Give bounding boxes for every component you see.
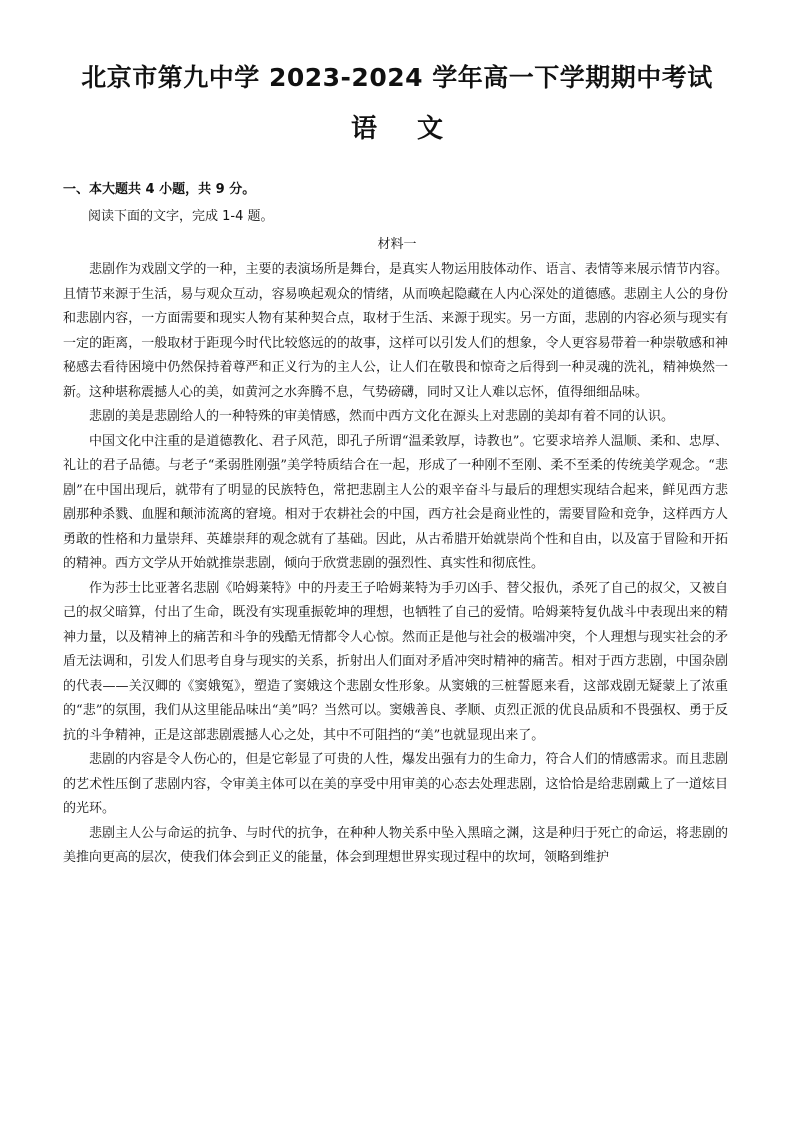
paragraph: 作为莎士比亚著名悲剧《哈姆莱特》中的丹麦王子哈姆莱特为手刃凶手、替父报仇，杀死了自己的叔父，又被自己的叔父暗算，付出了生命，既没有实现重振乾坤的理想，也牺牲了自己的爱情。哈姆莱特复仇战斗中表现出来的精神力量，以及精神上的痛苦和斗争的残酷无情都令人心惊。然而正是他与社会的极端冲突，个人理想与现实社会的矛盾无法调和，引发人们思考自身与现实的关系，折射出人们面对矛盾冲突时精神的痛苦。相对于西方悲剧，中国杂剧的代表——关汉卿的《窦娥冤》，塑造了窦娥这个悲剧女性形象。从窦娥的三桩誓愿来看，这部戏剧无疑蒙上了浓重的“悲”的氛围，我们从这里能品味出“美”吗？当然可以。窦娥善良、孝顺、贞烈正派的优良品质和不畏强权、勇于反抗的斗争精神，正是这部悲剧震撼人心之处，其中不可阻挡的“美”也就显现出来了。	[63, 580, 728, 743]
material-title: 材料一	[377, 237, 417, 252]
exam-title: 北京市第九中学 2023-2024 学年高一下学期期中考试	[81, 63, 713, 92]
paragraph: 悲剧作为戏剧文学的一种，主要的表演场所是舞台，是真实人物运用肢体动作、语言、表情等来展示情节内容。且情节来源于生活，易与观众互动，容易唤起观众的情绪，从而唤起隐藏在人内心深处的道德感。悲剧主人公的身份和悲剧内容，一方面需要和现实人物有某种契合点，取材于生活、来源于现实。另一方面，悲剧的内容必须与现实有一定的距离，一般取材于距现今时代比较悠远的的故事，这样可以引发人们的想象，令人更容易带着一种崇敬感和神秘感去看待困境中仍然保持着尊严和正义行为的主人公，让人们在敬畏和惊奇之后得到一种灵魂的洗礼，精神焕然一新。这种堪称震撼人心的美，如黄河之水奔腾不息，气势磅礴，同时又让人难以忘怀，值得细细品味。	[63, 262, 728, 400]
paragraph: 悲剧的内容是令人伤心的，但是它彰显了可贵的人性，爆发出强有力的生命力，符合人们的情感需求。而且悲剧的艺术性压倒了悲剧内容，令审美主体可以在美的享受中用审美的心态去处理悲剧，这恰恰是给悲剧戴上了一道炫目的光环。	[63, 752, 728, 816]
subject-title: 语文	[350, 114, 483, 144]
reading-instruction: 阅读下面的文字，完成 1-4 题。	[88, 209, 274, 224]
paragraph: 悲剧主人公与命运的抗争、与时代的抗争，在种种人物关系中坠入黑暗之渊，这是种归于死亡的命运，将悲剧的美推向更高的层次，使我们体会到正义的能量，体会到理想世界实现过程中的坎坷，领略到维护	[63, 825, 728, 865]
material-body	[63, 258, 728, 871]
section-heading: 一、本大题共 4 小题，共 9 分。	[63, 182, 256, 197]
paragraph: 悲剧的美是悲剧给人的一种特殊的审美情感，然而中西方文化在源头上对悲剧的美却有着不同的认识。	[89, 409, 675, 424]
paragraph: 中国文化中注重的是道德教化、君子风范，即孔子所谓“温柔敦厚，诗教也”。它要求培养人温顺、柔和、忠厚、礼让的君子品德。与老子“柔弱胜刚强”美学特质结合在一起，形成了一种刚不至刚、柔不至柔的传统美学观念。“悲剧”在中国出现后，就带有了明显的民族特色，常把悲剧主人公的艰辛奋斗与最后的理想实现结合起来，鲜见西方悲剧那种杀戮、血腥和颠沛流离的窘境。相对于农耕社会的中国，西方社会是商业性的，需要冒险和竞争，这样西方人勇敢的性格和力量崇拜、英雄崇拜的观念就有了基础。因此，从古希腊开始就崇尚个性和自由，以及富于冒险和开拓的精神。西方文学从开始就推崇悲剧，倾向于欣赏悲剧的强烈性、真实性和彻底性。	[63, 433, 728, 571]
